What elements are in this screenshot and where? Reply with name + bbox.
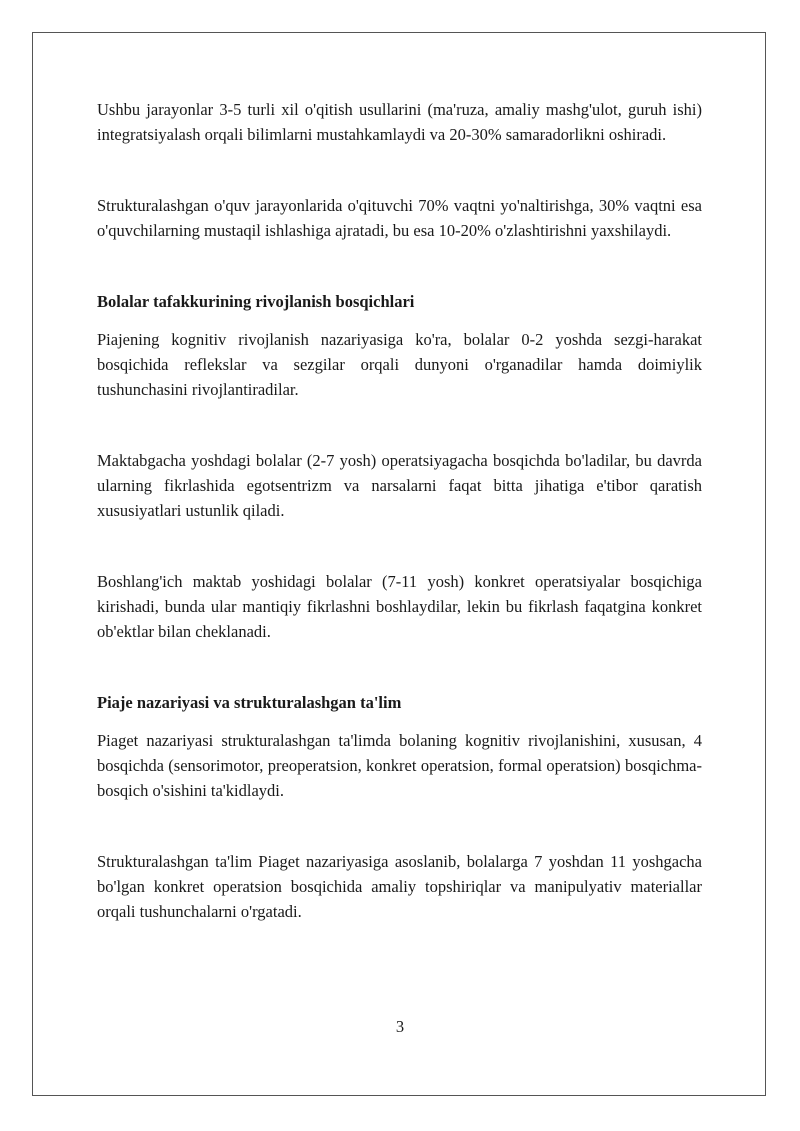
section-heading-thinking-stages: Bolalar tafakkurining rivojlanish bosqichlari [97, 292, 415, 311]
paragraph-teaching-methods: Ushbu jarayonlar 3-5 turli xil o'qitish usullarini (ma'ruza, amaliy mashg'ulot, guruh ishi) integratsiyalash orqali bilimlarni mustahkamlaydi va 20-30% samaradorlikni oshiradi. [97, 100, 702, 144]
paragraph-preoperational-stage: Maktabgacha yoshdagi bolalar (2-7 yosh) operatsiyagacha bosqichda bo'ladilar, bu davrda ularning fikrlashida egotsentrizm va narsalarni faqat bitta jihatiga e'tibor qaratish xususiyatlari ustunlik qiladi. [97, 451, 702, 520]
paragraph-structured-education-practice: Strukturalashgan ta'lim Piaget nazariyasiga asoslanib, bolalarga 7 yoshdan 11 yoshgacha bo'lgan konkret operatsion bosqichida amaliy topshiriqlar va manipulyativ materiallar orqali tushunchalarni o'rgatadi. [97, 852, 702, 921]
paragraph-sensorimotor-stage: Piajening kognitiv rivojlanish nazariyasiga ko'ra, bolalar 0-2 yoshda sezgi-harakat bosqichida reflekslar va sezgilar orqali dunyoni o'rganadilar hamda doimiylik tushunchasini rivojlantiradilar. [97, 330, 702, 399]
paragraph-concrete-operational-stage: Boshlang'ich maktab yoshidagi bolalar (7-11 yosh) konkret operatsiyalar bosqichiga kirishadi, bunda ular mantiqiy fikrlashni boshlaydilar, lekin bu fikrlash faqatgina konkret ob'ektlar bilan cheklanadi. [97, 572, 702, 641]
paragraph-structured-learning-time: Strukturalashgan o'quv jarayonlarida o'qituvchi 70% vaqtni yo'naltirishga, 30% vaqtni esa o'quvchilarning mustaqil ishlashiga ajratadi, bu esa 10-20% o'zlashtirishni yaxshilaydi. [97, 196, 702, 240]
paragraph-piaget-four-stages: Piaget nazariyasi strukturalashgan ta'limda bolaning kognitiv rivojlanishini, xususan, 4 bosqichda (sensorimotor, preoperatsion, konkret operatsion, formal operatsion) bosqichma-bosqich o'sishini ta'kidlaydi. [97, 731, 702, 800]
section-heading-piaget-theory: Piaje nazariyasi va strukturalashgan ta'lim [97, 693, 402, 712]
page-number: 3 [395, 1017, 405, 1036]
page-content [97, 97, 702, 924]
